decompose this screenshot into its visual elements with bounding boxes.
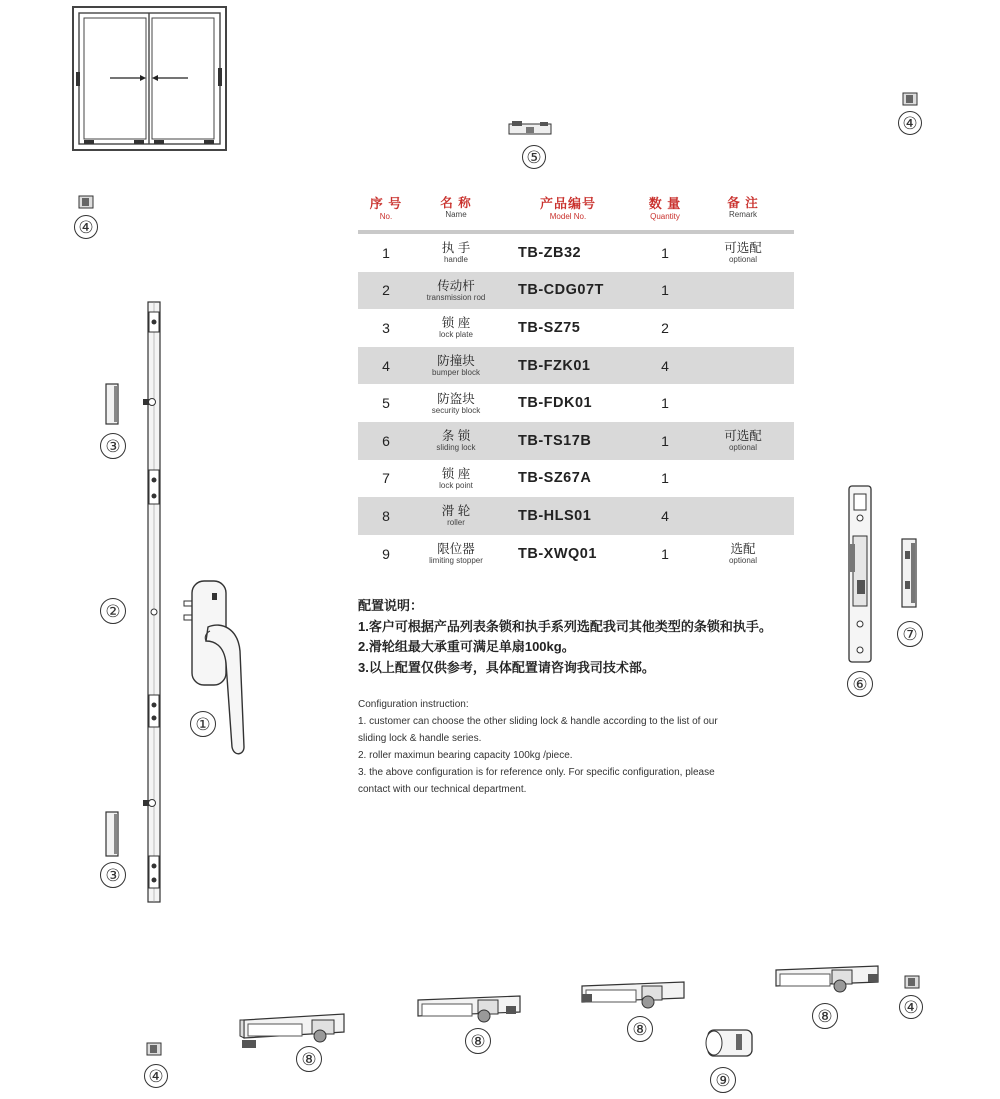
cell-remark: 可选配 optional xyxy=(724,429,762,453)
notes-en-line: 3. the above configuration is for reference only. For specific configuration, please xyxy=(358,767,715,778)
cell-model: TB-XWQ01 xyxy=(518,545,597,562)
table-row xyxy=(358,497,794,535)
callout-4-bottom-left: ④ xyxy=(144,1064,168,1088)
roller-2-drawing xyxy=(414,994,526,1030)
transmission-rod-drawing xyxy=(140,300,170,905)
cell-qty: 1 xyxy=(661,395,669,412)
cell-model: TB-SZ67A xyxy=(518,470,592,487)
cell-name: 锁 座 lock plate xyxy=(439,316,473,340)
parts-table xyxy=(358,196,794,572)
bumper-block-top-right xyxy=(902,92,918,106)
notes-cn-line: 2.滑轮组最大承重可满足单扇100kg。 xyxy=(358,639,575,654)
notes-english xyxy=(358,696,808,798)
lock-plate-upper xyxy=(104,382,120,426)
limiting-stopper-drawing xyxy=(702,1024,754,1060)
callout-2: ② xyxy=(100,598,126,624)
cell-model: TB-FDK01 xyxy=(518,395,593,412)
callout-8-fourth: ⑧ xyxy=(812,1003,838,1029)
cell-model: TB-SZ75 xyxy=(518,319,581,336)
table-row xyxy=(358,422,794,460)
cell-qty: 4 xyxy=(661,507,669,524)
bumper-block-bottom-left xyxy=(146,1042,162,1056)
table-row xyxy=(358,384,794,422)
notes-en-line: sliding lock & handle series. xyxy=(358,733,482,744)
roller-4-drawing xyxy=(772,964,884,1000)
cell-no: 7 xyxy=(382,470,390,487)
cell-name: 锁 座 lock point xyxy=(439,466,473,490)
bumper-block-bottom-right xyxy=(904,975,920,989)
cell-name: 限位器 limiting stopper xyxy=(429,542,483,566)
notes-en-line: contact with our technical department. xyxy=(358,784,527,795)
notes-cn-line: 1.客户可根据产品列表条锁和执手系列选配我司其他类型的条锁和执手。 xyxy=(358,618,772,634)
handle-drawing xyxy=(178,575,258,760)
cell-model: TB-ZB32 xyxy=(518,244,582,261)
header-qty: 数 量 Quantity xyxy=(648,196,682,221)
callout-9: ⑨ xyxy=(710,1067,736,1093)
window-diagram xyxy=(72,6,228,152)
callout-8-second: ⑧ xyxy=(465,1028,491,1054)
table-body xyxy=(358,234,794,572)
callout-8-first: ⑧ xyxy=(296,1046,322,1072)
callout-4-left: ④ xyxy=(74,215,98,239)
callout-4-bottom-right: ④ xyxy=(899,995,923,1019)
notes-en-line: 1. customer can choose the other sliding lock & handle according to the list of our xyxy=(358,716,718,727)
cell-qty: 1 xyxy=(661,432,669,449)
table-row xyxy=(358,347,794,385)
cell-remark: 可选配 optional xyxy=(724,241,762,265)
table-header xyxy=(358,196,794,226)
cell-qty: 1 xyxy=(661,244,669,261)
cell-qty: 1 xyxy=(661,470,669,487)
roller-3-drawing xyxy=(578,980,690,1016)
callout-7: ⑦ xyxy=(897,621,923,647)
security-block-drawing xyxy=(508,120,552,138)
header-no: 序 号 No. xyxy=(369,196,403,221)
cell-model: TB-CDG07T xyxy=(518,282,604,299)
header-remark: 备 注 Remark xyxy=(727,196,759,219)
cell-model: TB-HLS01 xyxy=(518,507,592,524)
header-name: 名 称 Name xyxy=(440,196,472,219)
header-model: 产品编号 Model No. xyxy=(539,196,596,221)
cell-qty: 1 xyxy=(661,545,669,562)
cell-model: TB-FZK01 xyxy=(518,357,591,374)
cell-qty: 2 xyxy=(661,319,669,336)
callout-5: ⑤ xyxy=(522,145,546,169)
cell-qty: 1 xyxy=(661,282,669,299)
cell-name: 防撞块 bumper block xyxy=(431,354,481,378)
notes-cn-line: 3.以上配置仅供参考，具体配置请咨询我司技术部。 xyxy=(358,659,655,675)
cell-no: 4 xyxy=(382,357,390,374)
cell-name: 防盗块 security block xyxy=(431,391,481,415)
callout-6: ⑥ xyxy=(847,671,873,697)
notes-chinese xyxy=(358,596,828,678)
table-row xyxy=(358,460,794,498)
cell-no: 9 xyxy=(382,545,390,562)
table-row xyxy=(358,234,794,272)
cell-no: 2 xyxy=(382,282,390,299)
lock-plate-lower xyxy=(104,810,120,858)
cell-qty: 4 xyxy=(661,357,669,374)
cell-no: 3 xyxy=(382,319,390,336)
cell-model: TB-TS17B xyxy=(518,432,592,449)
cell-name: 条 锁 sliding lock xyxy=(436,429,476,453)
table-row xyxy=(358,309,794,347)
lock-point-drawing xyxy=(899,537,919,609)
callout-3-upper: ③ xyxy=(100,433,126,459)
table-row xyxy=(358,535,794,573)
callout-8-third: ⑧ xyxy=(627,1016,653,1042)
cell-no: 6 xyxy=(382,432,390,449)
notes-en-title: Configuration instruction: xyxy=(358,699,469,710)
notes-cn-title: 配置说明： xyxy=(358,598,424,613)
cell-no: 1 xyxy=(382,244,390,261)
sliding-lock-drawing xyxy=(845,484,875,664)
callout-4-top-right: ④ xyxy=(898,111,922,135)
bumper-block-left xyxy=(78,195,94,209)
roller-1-drawing xyxy=(238,1012,350,1052)
callout-1: ① xyxy=(190,711,216,737)
table-row xyxy=(358,272,794,310)
notes-en-line: 2. roller maximun bearing capacity 100kg /piece. xyxy=(358,750,573,761)
cell-name: 执 手 handle xyxy=(441,241,471,265)
cell-name: 滑 轮 roller xyxy=(441,504,471,528)
cell-name: 传动杆 transmission rod xyxy=(426,278,486,302)
cell-no: 8 xyxy=(382,507,390,524)
cell-no: 5 xyxy=(382,395,390,412)
callout-3-lower: ③ xyxy=(100,862,126,888)
cell-remark: 选配 optional xyxy=(728,542,758,566)
